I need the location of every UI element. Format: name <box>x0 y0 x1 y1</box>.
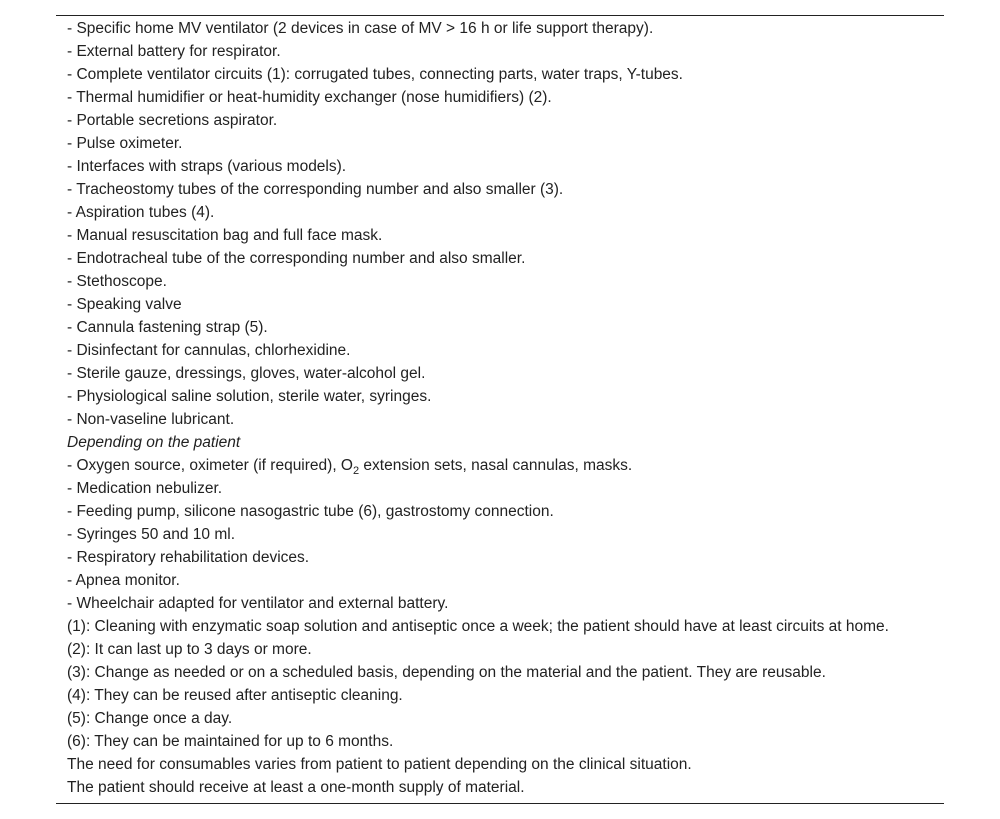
list-item: - Disinfectant for cannulas, chlorhexidine. <box>67 342 351 359</box>
list-item: - Physiological saline solution, sterile water, syringes. <box>67 388 432 405</box>
footnote: (6): They can be maintained for up to 6 months. <box>67 733 394 750</box>
footnote: (2): It can last up to 3 days or more. <box>67 641 312 658</box>
equipment-table <box>56 15 944 804</box>
list-item: - Manual resuscitation bag and full face mask. <box>67 227 383 244</box>
list-item: - Apnea monitor. <box>67 572 180 589</box>
list-item: - Specific home MV ventilator (2 devices in case of MV > 16 h or life support therapy). <box>67 20 654 37</box>
footnote: (1): Cleaning with enzymatic soap solution and antiseptic once a week; the patient should have at least circuits at home. <box>67 618 889 635</box>
oxygen-text-after: extension sets, nasal cannulas, masks. <box>359 457 633 474</box>
list-item: - Stethoscope. <box>67 273 167 290</box>
bottom-rule <box>56 803 944 804</box>
oxygen-text-before: - Oxygen source, oximeter (if required), O <box>67 457 353 474</box>
list-item: - Endotracheal tube of the corresponding number and also smaller. <box>67 250 526 267</box>
list-item: - Cannula fastening strap (5). <box>67 319 268 336</box>
oxygen-subscript: 2 <box>353 465 360 477</box>
list-item: - Interfaces with straps (various models). <box>67 158 347 175</box>
list-item: - Pulse oximeter. <box>67 135 183 152</box>
list-item: - Speaking valve <box>67 296 182 313</box>
list-item: - External battery for respirator. <box>67 43 281 60</box>
table-body <box>56 17 944 799</box>
list-item: - Complete ventilator circuits (1): corrugated tubes, connecting parts, water traps, Y-tubes. <box>67 66 683 83</box>
list-item: - Syringes 50 and 10 ml. <box>67 526 236 543</box>
list-item: - Respiratory rehabilitation devices. <box>67 549 310 566</box>
list-item: - Medication nebulizer. <box>67 480 223 497</box>
section-heading: Depending on the patient <box>67 434 241 451</box>
footnote: (3): Change as needed or on a scheduled basis, depending on the material and the patient. They are reusable. <box>67 664 826 681</box>
list-item: - Aspiration tubes (4). <box>67 204 215 221</box>
list-item: - Non-vaseline lubricant. <box>67 411 235 428</box>
note: The patient should receive at least a one-month supply of material. <box>67 779 525 796</box>
list-item: - Feeding pump, silicone nasogastric tube (6), gastrostomy connection. <box>67 503 554 520</box>
footnote: (4): They can be reused after antiseptic cleaning. <box>67 687 403 704</box>
note: The need for consumables varies from patient to patient depending on the clinical situation. <box>67 756 692 773</box>
footnote: (5): Change once a day. <box>67 710 233 727</box>
list-item: - Tracheostomy tubes of the corresponding number and also smaller (3). <box>67 181 564 198</box>
list-item: - Wheelchair adapted for ventilator and external battery. <box>67 595 449 612</box>
list-item: - Thermal humidifier or heat-humidity exchanger (nose humidifiers) (2). <box>67 89 552 106</box>
oxygen-list-item <box>67 454 944 477</box>
top-rule <box>56 15 944 16</box>
list-item: - Sterile gauze, dressings, gloves, water-alcohol gel. <box>67 365 426 382</box>
list-item: - Portable secretions aspirator. <box>67 112 278 129</box>
